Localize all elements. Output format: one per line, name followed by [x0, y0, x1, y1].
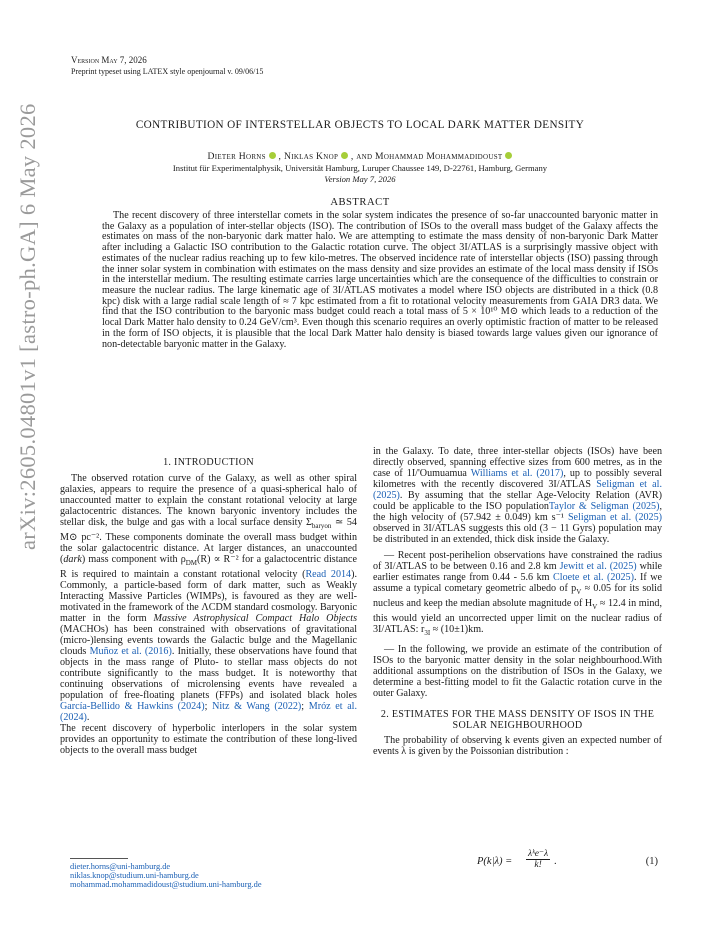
version-date: Version May 7, 2026: [324, 174, 396, 184]
author-name[interactable]: Niklas Knop: [283, 151, 339, 162]
section-heading: 2. ESTIMATES FOR THE MASS DENSITY OF ISOS IN THE SOLAR NEIGHBOURHOOD: [380, 709, 655, 732]
equation-fraction: [526, 848, 550, 870]
paper-title: CONTRIBUTION OF INTERSTELLAR OBJECTS TO LOCAL DARK MATTER DENSITY: [135, 119, 585, 131]
citation-link[interactable]: Williams et al. (2017): [470, 468, 564, 480]
equation-period: .: [554, 856, 557, 867]
citation-link[interactable]: Muñoz et al. (2016): [89, 646, 172, 658]
equation-lhs: P(k|λ) =: [477, 856, 513, 867]
citation-link[interactable]: Taylor & Seligman (2025): [548, 501, 660, 513]
arxiv-sidebar-stamp: arXiv:2605.04801v1 [astro-ph.GA] 6 May 2026: [15, 103, 40, 550]
equation-number: (1): [645, 856, 658, 867]
header-preprint: Preprint typeset using LATEX style openjournal v. 09/06/15: [71, 67, 264, 76]
affiliation: Institut für Experimentalphysik, Universität Hamburg, Luruper Chaussee 149, D-22761, Hamburg, Germany: [172, 163, 548, 173]
email-link[interactable]: mohammad.mohammadidoust@studium.uni-hamburg.de: [70, 880, 262, 890]
paragraph: in the Galaxy. To date, three inter-stellar objects (ISOs) have been directly observed, spanning effective sizes from 600 metres, as in the case of 1I/'Oumuamua Williams et al. (2017), up to possibly several kilometres with the recently discovered 3I/ATLAS Seligman et al. (2025). By assuming that the stellar Age-Velocity Relation (AVR) could be applicable to the ISO populationTaylor & Seligman (2025), the high velocity of (57.942 ± 0.049) km s⁻¹ Seligman et al. (2025) observed in 3I/ATLAS suggests this old (3 − 11 Gyrs) population may be distributed in an extended, thick disk inside the Galaxy.: [373, 446, 663, 546]
email-link[interactable]: dieter.horns@uni-hamburg.de: [70, 862, 171, 871]
paragraph: The observed rotation curve of the Galaxy, as well as other spiral galaxies, appears to require the presence of a quasi-spherical halo of unaccounted matter to explain the constant rotational velocity at large galactocentric distances. The known baryonic inventory includes the stellar disk, the bulge and gas with a local surface density $\Sigma_{baryon}$ ≃ 54 M⊙ pc⁻². These components dominate the overall mass budget within the solar galactocentric distance. At larger distances, an unaccounted (dark) mass component with $\rho_{DM}(R) \propto R^{-2}$ for a galactocentric distance R is required to maintain a constant rotational velocity (Read 2014). Commonly, a particle-based form of dark matter, such as Weakly Interacting Massive Particles (WIMPs), is favoured as they are well-motivated in the framework of the ΛCDM standard cosmology. Baryonic matter in the form Massive Astrophysical Compact Halo Objects (MACHOs) has been constrained with observations of gravitational (micro-)lensing events towards the Galactic bulge and the Magellanic clouds Muñoz et al. (2016). Initially, these observations have found that objects in the mass range of Pluto- to stellar mass objects do not contribute significantly to the mass budget. It is noteworthy that continuing observations of microlensing events have revealed a population of free-floating planets (FFPs) and isolated black holes García-Bellido & Hawkins (2024); Nitz & Wang (2022); Mróz et al. (2024).: [60, 473, 358, 724]
paragraph: The recent discovery of hyperbolic interlopers in the solar system provides an opportunity to estimate the contribution of these long-lived objects to the overall mass budget: [60, 723, 357, 757]
citation-link[interactable]: Mróz et al. (2024): [60, 701, 358, 724]
section-heading: 1. INTRODUCTION: [163, 457, 254, 468]
equation-numerator: λᵏe⁻λ: [528, 849, 549, 859]
author-emails: [70, 862, 262, 890]
author-separator: , and: [348, 151, 375, 162]
orcid-icon[interactable]: [269, 152, 276, 159]
author-name[interactable]: Mohammad Mohammadidoust: [375, 151, 503, 162]
paragraph: The probability of observing k events given an expected number of events λ is given by the Poissonian distribution :: [373, 735, 662, 758]
equation-1: [373, 849, 662, 876]
paragraph: — Recent post-perihelion observations have constrained the radius of 3I/ATLAS to be between 0.16 and 2.8 km Jewitt et al. (2025) while earlier estimates range from 0.44 - 5.6 km Cloete et al. (2025). If we assume a typical cometary geometric albedo of $p_V \approx 0.05$ for its solid nucleus and keep the median absolute magnitude of $H_V \approx 12.4$ in mind, this would yield an uncorrected upper limit on the nuclear radius of 3I/ATLAS: $r_{3I} \approx (10\pm 1)km$.: [373, 550, 663, 638]
abstract-heading: ABSTRACT: [330, 197, 390, 208]
equation-denominator: k!: [534, 860, 542, 870]
author-list: [60, 151, 660, 162]
citation-link[interactable]: Seligman et al. (2025): [567, 512, 663, 524]
orcid-icon[interactable]: [505, 152, 512, 159]
abstract-body: [102, 211, 658, 350]
author-separator: ,: [275, 151, 284, 162]
header-version: Version May 7, 2026: [71, 55, 147, 65]
right-column: [373, 446, 662, 757]
citation-link[interactable]: Cloete et al. (2025): [553, 572, 634, 584]
footnote-rule: [70, 858, 128, 859]
citation-link[interactable]: Seligman et al. (2025): [373, 479, 662, 502]
author-name[interactable]: Dieter Horns: [207, 151, 266, 162]
abstract-text: The recent discovery of three interstellar comets in the solar system indicates the presence of so-far unaccounted baryonic matter in the Galaxy as a population of inter-stellar objects (ISO). The contribution of ISOs to the overall mass budget of the Galaxy affects the estimates on mass of the non-baryonic dark matter halo. We are attempting to estimate the mass density of non-baryonic Dark Matter after including a Galactic ISO contribution to the Galactic rotation curve. The object 3I/ATLAS is a surprisingly massive object with estimates of the nuclear radius reaching up to few kilo-metres. The observed incidence rate of interstellar objects (ISO) passing through the inner solar system in combination with estimates on the mass density and size provides an estimate of the local mass density if ISOs in the interstellar medium. The resulting estimate carries large uncertainties which are the consequence of the difficulties to constrain or measure the nuclear radius. The large kinematic age of 3I/ATLAS motivates a model where ISO objects are distributed in a thick (0.8 kpc) disk with a large radial scale length of ≈ 7 kpc estimated from a fit to rotational velocity measurements from GAIA DR3 data. We find that the ISO contribution to the baryonic mass budget could reach a total mass of 5 × 10¹⁰ M⊙ which leads to a reduction of the local Dark Matter halo density to 0.24 GeV/cm³. Even though this scenario requires an overly optimistic fraction of matter to be released in the form of ISO objects, it is plausible that the local Dark Matter halo density is biased towards large values given our ignorance of non-detectable baryonic matter in the Galaxy.: [102, 210, 658, 350]
citation-link[interactable]: García-Bellido & Hawkins (2024): [60, 701, 205, 713]
left-column: [60, 457, 357, 756]
citation-link[interactable]: Jewitt et al. (2025): [559, 561, 637, 573]
email-link[interactable]: niklas.knop@studium.uni-hamburg.de: [70, 871, 199, 881]
paragraph: — In the following, we provide an estimate of the contribution of ISOs to the baryonic matter density in the solar neighbourhood.With additional assumptions on the distribution of ISOs in the Galaxy, we determine a best-fitting model to fit the Galactic rotation curve in the outer Galaxy.: [373, 644, 662, 700]
citation-link[interactable]: Read 2014: [305, 569, 352, 581]
citation-link[interactable]: Nitz & Wang (2022): [212, 701, 302, 713]
